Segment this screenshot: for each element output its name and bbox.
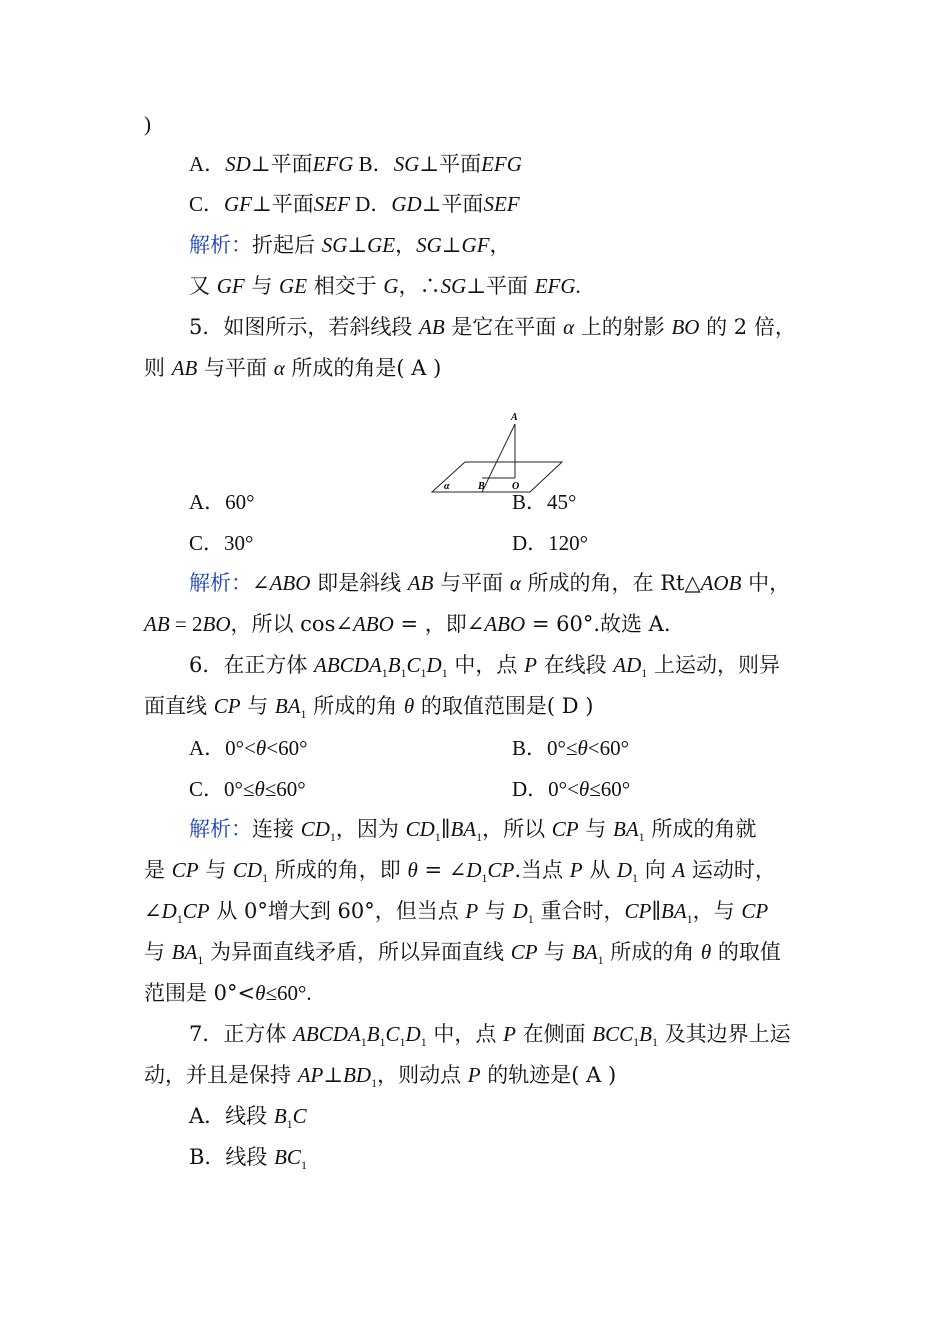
text-run: 所成的角 xyxy=(603,940,701,964)
text-run: D． xyxy=(349,192,392,216)
label-alpha: α xyxy=(444,481,450,492)
text-line xyxy=(189,733,308,763)
text-run: 与 xyxy=(478,899,513,923)
text-run: 6．在正方体 xyxy=(189,653,315,677)
text-run: 1 xyxy=(651,1035,658,1049)
text-run: 1 xyxy=(420,666,427,680)
text-run: 中， xyxy=(741,571,791,595)
text-run: CP xyxy=(171,858,199,882)
text-run: AB xyxy=(419,315,445,339)
text-line xyxy=(189,189,520,219)
text-run: .当点 xyxy=(514,858,570,882)
text-run: 与 xyxy=(578,817,613,841)
text-line xyxy=(144,855,776,885)
text-run: SEF xyxy=(313,192,350,216)
text-run: θ xyxy=(577,736,588,760)
text-run: ABCDA xyxy=(314,653,382,677)
text-run: SG xyxy=(321,233,348,257)
text-run: 是它在平面 xyxy=(444,315,564,339)
text-run: EFG xyxy=(534,274,576,298)
solution-label: 解析： xyxy=(189,571,252,595)
text-run: 从 0°增大到 60°，但当点 xyxy=(209,899,466,923)
text-run: ⊥平面 xyxy=(466,274,535,298)
text-run: = 2 xyxy=(169,612,203,636)
text-run: SD xyxy=(225,152,251,176)
solution-label: 解析： xyxy=(189,233,252,257)
text-run: 1 xyxy=(360,1035,367,1049)
text-run: 所成的角，即 xyxy=(268,858,408,882)
text-line xyxy=(144,937,781,967)
text-run: 5．如图所示，若斜线段 xyxy=(189,315,420,339)
text-run: 与 xyxy=(198,858,233,882)
text-run: GF xyxy=(224,192,253,216)
text-run: GE xyxy=(279,274,308,298)
text-line xyxy=(144,109,151,139)
text-run: CP xyxy=(741,899,769,923)
text-run: C xyxy=(292,1104,307,1128)
text-run: 1 xyxy=(381,666,388,680)
text-run: 与平面 xyxy=(197,356,274,380)
text-run: 范围是 0°< xyxy=(144,981,256,1005)
text-run: BO xyxy=(671,315,700,339)
solution-label: 解析： xyxy=(189,817,252,841)
text-run: ⊥ xyxy=(323,1063,344,1087)
text-run: 1 xyxy=(441,666,448,680)
text-run: B．0°≤ xyxy=(512,736,578,760)
text-run: CD xyxy=(405,817,435,841)
text-run: B．45° xyxy=(512,490,577,514)
text-run: A．60° xyxy=(189,490,255,514)
text-run: 重合时， xyxy=(533,899,625,923)
text-run: θ xyxy=(255,736,267,760)
text-run: SEF xyxy=(483,192,520,216)
text-run: ⊥平面 xyxy=(252,192,314,216)
text-run: = ，即∠ xyxy=(393,612,485,636)
text-line xyxy=(189,271,581,301)
text-run: B xyxy=(639,1022,652,1046)
text-run: P xyxy=(503,1022,516,1046)
text-run: 即是斜线 xyxy=(310,571,408,595)
text-run: SG xyxy=(440,274,467,298)
text-run: ∥ xyxy=(651,899,662,923)
text-run: 1 xyxy=(197,953,204,967)
text-line xyxy=(189,650,780,680)
text-run: C xyxy=(406,653,421,677)
text-run: ， xyxy=(489,233,511,257)
text-run: 1 xyxy=(300,1158,307,1172)
text-run: C xyxy=(385,1022,400,1046)
text-run: D xyxy=(466,858,482,882)
text-run: 与 xyxy=(537,940,572,964)
text-run: 与 xyxy=(244,274,280,298)
text-run: ， xyxy=(395,233,417,257)
text-run: 1 xyxy=(420,1035,427,1049)
text-run: BA xyxy=(274,694,301,718)
text-run: C．30° xyxy=(189,531,254,555)
text-line xyxy=(189,487,255,517)
text-line xyxy=(189,774,306,804)
text-run: ，则动点 xyxy=(377,1063,468,1087)
text-run: B． xyxy=(353,152,394,176)
text-run: 上的射影 xyxy=(574,315,672,339)
text-run: B xyxy=(366,1022,380,1046)
text-run: 所成的角 xyxy=(306,694,404,718)
text-run: BC xyxy=(274,1145,301,1169)
text-run: ≤60° xyxy=(589,777,631,801)
text-run: 1 xyxy=(638,830,645,844)
text-run: D xyxy=(512,899,528,923)
text-line xyxy=(189,528,253,558)
text-run: BCC xyxy=(592,1022,634,1046)
text-run: <60° xyxy=(266,736,308,760)
text-line xyxy=(189,1142,307,1172)
text-run: 的轨迹是( A ) xyxy=(480,1063,617,1087)
text-run: 中，点 xyxy=(447,653,525,677)
text-run: CP xyxy=(487,858,515,882)
text-run: ABO xyxy=(484,612,526,636)
text-run: 1 xyxy=(300,707,307,721)
text-run: ABO xyxy=(352,612,394,636)
text-run: 1 xyxy=(434,830,441,844)
text-run: CP xyxy=(551,817,579,841)
text-run: 与平面 xyxy=(433,571,510,595)
text-run: BO xyxy=(202,612,231,636)
text-run: D．120° xyxy=(512,531,589,555)
text-run: B．线段 xyxy=(189,1145,275,1169)
text-run: ，∴ xyxy=(398,274,441,298)
text-run: 1 xyxy=(176,912,183,926)
text-run: 1 xyxy=(476,830,483,844)
text-run: 1 xyxy=(641,666,648,680)
text-run: 1 xyxy=(400,666,407,680)
text-run: 为异面直线矛盾，所以异面直线 xyxy=(203,940,511,964)
text-run: AOB xyxy=(700,571,742,595)
text-run: 相交于 xyxy=(307,274,384,298)
text-run: α xyxy=(563,315,575,339)
text-run: SG xyxy=(416,233,442,257)
plane-alpha xyxy=(432,462,562,492)
label-O: O xyxy=(512,481,520,492)
text-run: 1 xyxy=(379,1035,386,1049)
text-run: GF xyxy=(216,274,245,298)
text-line xyxy=(189,1019,791,1049)
text-run: G xyxy=(383,274,399,298)
option-item xyxy=(512,528,588,558)
text-run: BA xyxy=(613,817,639,841)
text-run: 在侧面 xyxy=(515,1022,593,1046)
text-run: AP xyxy=(297,1063,324,1087)
text-run: ⊥平面 xyxy=(250,152,313,176)
text-run: ⊥平面 xyxy=(421,192,484,216)
text-run: AB xyxy=(171,356,198,380)
option-item xyxy=(512,774,630,804)
text-run: θ xyxy=(578,777,590,801)
text-run: GE xyxy=(367,233,396,257)
text-run: 1 xyxy=(527,912,534,926)
text-run: A xyxy=(672,858,686,882)
text-run: θ xyxy=(403,694,415,718)
text-line xyxy=(144,609,671,639)
text-line xyxy=(189,568,790,598)
text-run: C．0°≤ xyxy=(189,777,255,801)
text-run: SG xyxy=(393,152,420,176)
text-run: 1 xyxy=(262,871,269,885)
text-run: 又 xyxy=(189,274,217,298)
text-run: 1 xyxy=(597,953,604,967)
text-run: ，因为 xyxy=(335,817,406,841)
text-run: AD xyxy=(613,653,642,677)
text-run: ⊥平面 xyxy=(419,152,482,176)
text-run: = ∠ xyxy=(417,858,467,882)
text-run: ⊥ xyxy=(347,233,368,257)
text-run: ≤60°. xyxy=(265,981,312,1005)
text-run: 所成的角，在 Rt△ xyxy=(520,571,701,595)
text-run: ) xyxy=(144,112,151,136)
text-run: 中，点 xyxy=(426,1022,504,1046)
text-line xyxy=(189,312,796,342)
option-item xyxy=(512,733,629,763)
text-run: BA xyxy=(171,940,198,964)
text-run: EFG xyxy=(312,152,354,176)
text-run: 是 xyxy=(144,858,172,882)
text-run: CP xyxy=(213,694,241,718)
text-line xyxy=(144,1060,616,1090)
text-run: 所成的角就 xyxy=(644,817,757,841)
text-run: 1 xyxy=(481,871,488,885)
text-run: θ xyxy=(407,858,418,882)
text-run: 在线段 xyxy=(536,653,614,677)
text-run: 1 xyxy=(632,871,639,885)
text-run: 1 xyxy=(371,1076,378,1090)
text-line xyxy=(189,230,511,260)
text-run: CD xyxy=(232,858,263,882)
text-run: = 60°.故选 A. xyxy=(525,612,671,636)
text-run: 1 xyxy=(633,1035,640,1049)
text-run: 面直线 xyxy=(144,694,214,718)
text-run: ，所以 xyxy=(482,817,552,841)
text-run: . xyxy=(575,274,581,298)
text-run: A． xyxy=(189,152,226,176)
text-run: P xyxy=(467,1063,481,1087)
text-run: 7．正方体 xyxy=(189,1022,294,1046)
text-run: D xyxy=(405,1022,421,1046)
text-run: ，与 xyxy=(692,899,742,923)
text-run: AB xyxy=(144,612,170,636)
text-run: 1 xyxy=(329,830,336,844)
text-run: 折起后 xyxy=(252,233,322,257)
text-run: 则 xyxy=(144,356,172,380)
label-A: A xyxy=(511,412,518,423)
text-run: 的 2 倍， xyxy=(699,315,796,339)
oblique-line-plane-figure xyxy=(430,410,564,496)
text-line xyxy=(189,149,522,179)
text-run: 上运动，则异 xyxy=(647,653,780,677)
text-run: 1 xyxy=(686,912,693,926)
text-run: AB xyxy=(407,571,434,595)
text-run: CP xyxy=(624,899,652,923)
text-run: EFG xyxy=(481,152,522,176)
text-run: A．线段 xyxy=(189,1104,274,1128)
text-run: 所成的角是( A ) xyxy=(284,356,442,380)
text-run: 的取值范围是( D ) xyxy=(414,694,594,718)
text-run: α xyxy=(273,356,285,380)
text-run: 向 xyxy=(638,858,673,882)
text-run: ABO xyxy=(269,571,311,595)
text-run: CP xyxy=(510,940,538,964)
text-run: GD xyxy=(391,192,422,216)
text-run: 与 xyxy=(240,694,275,718)
text-run: 从 xyxy=(582,858,617,882)
text-run: P xyxy=(569,858,583,882)
text-run: C． xyxy=(189,192,225,216)
text-run: ，所以 cos∠ xyxy=(230,612,353,636)
text-run: ∥ xyxy=(440,817,451,841)
text-run: 运动时， xyxy=(685,858,776,882)
text-run: 1 xyxy=(286,1117,293,1131)
text-run: 动，并且是保持 xyxy=(144,1063,298,1087)
text-line xyxy=(144,978,312,1008)
text-run: θ xyxy=(254,777,265,801)
text-line xyxy=(144,353,441,383)
text-run: GF xyxy=(461,233,490,257)
text-run: BA xyxy=(661,899,687,923)
text-run: CP xyxy=(182,899,210,923)
text-run: α xyxy=(509,571,521,595)
text-run: 的取值 xyxy=(711,940,781,964)
text-run: A．0°< xyxy=(189,736,256,760)
text-run: B xyxy=(273,1104,287,1128)
text-run: B xyxy=(387,653,401,677)
text-run: D．0°< xyxy=(512,777,579,801)
text-run: BA xyxy=(571,940,598,964)
text-run: 1 xyxy=(399,1035,406,1049)
text-run: 连接 xyxy=(252,817,301,841)
text-run: CD xyxy=(300,817,330,841)
text-run: θ xyxy=(700,940,712,964)
text-run: ≤60° xyxy=(264,777,306,801)
text-run: P xyxy=(524,653,537,677)
text-run: D xyxy=(426,653,442,677)
text-line xyxy=(144,691,593,721)
text-line xyxy=(189,1101,307,1131)
text-run: <60° xyxy=(587,736,630,760)
text-run: D xyxy=(616,858,633,882)
text-run: BA xyxy=(450,817,477,841)
text-run: P xyxy=(465,899,479,923)
text-run: ∠ xyxy=(144,899,162,923)
text-line xyxy=(189,814,756,844)
text-run: 与 xyxy=(144,940,172,964)
segment-AB xyxy=(482,424,515,492)
text-run: ∠ xyxy=(252,571,270,595)
text-run: θ xyxy=(255,981,266,1005)
text-run: 及其边界上运 xyxy=(657,1022,791,1046)
text-run: BD xyxy=(343,1063,372,1087)
text-run: ABCDA xyxy=(293,1022,361,1046)
label-B: B xyxy=(478,481,485,492)
text-run: D xyxy=(161,899,177,923)
text-line xyxy=(144,896,768,926)
text-run: ⊥ xyxy=(441,233,462,257)
